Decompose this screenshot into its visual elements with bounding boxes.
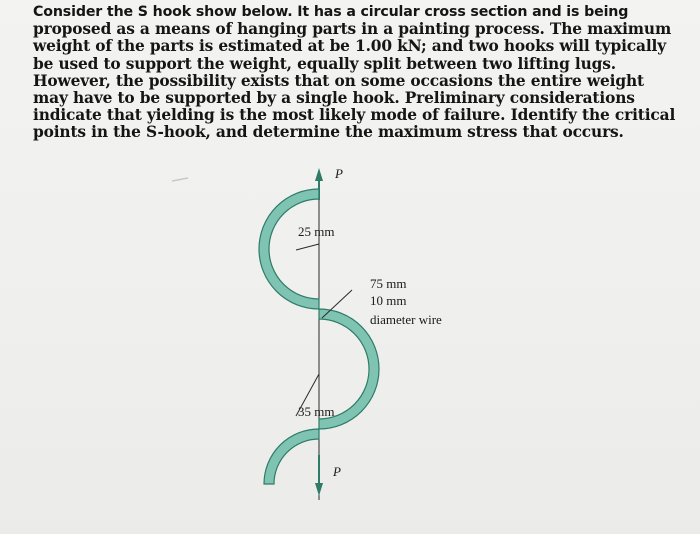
offset-label: 75 mm (370, 276, 407, 291)
upper-radius-leader (296, 244, 319, 250)
bottom-load-arrow-head (315, 483, 323, 496)
problem-line: indicate that yielding is the most likely mode of failure. Identify the critical (33, 106, 676, 125)
pencil-mark (172, 178, 188, 181)
problem-line: However, the possibility exists that on some occasions the entire weight (33, 71, 644, 90)
problem-line: be used to support the weight, equally split between two lifting lugs. (33, 54, 616, 73)
lower-hook-tail (264, 429, 319, 484)
upper-radius-label: 25 mm (298, 224, 335, 239)
problem-line: Consider the S hook show below. It has a circular cross section and is being (33, 4, 629, 20)
lower-radius-label: 35 mm (298, 404, 335, 419)
bottom-load-label: P (333, 464, 341, 479)
wire-size-label: 10 mm (370, 293, 407, 308)
upper-hook (259, 189, 319, 309)
problem-line: may have to be supported by a single hook. Preliminary considerations (33, 89, 635, 108)
problem-line: proposed as a means of hanging parts in a painting process. The maximum (33, 20, 672, 39)
problem-line: weight of the parts is estimated at be 1.00 kN; and two hooks will typically (33, 37, 667, 56)
top-load-label: P (335, 166, 343, 181)
problem-line: points in the S-hook, and determine the maximum stress that occurs. (33, 123, 624, 142)
top-load-arrow-head (315, 168, 323, 181)
wire-desc-label: diameter wire (370, 312, 442, 327)
